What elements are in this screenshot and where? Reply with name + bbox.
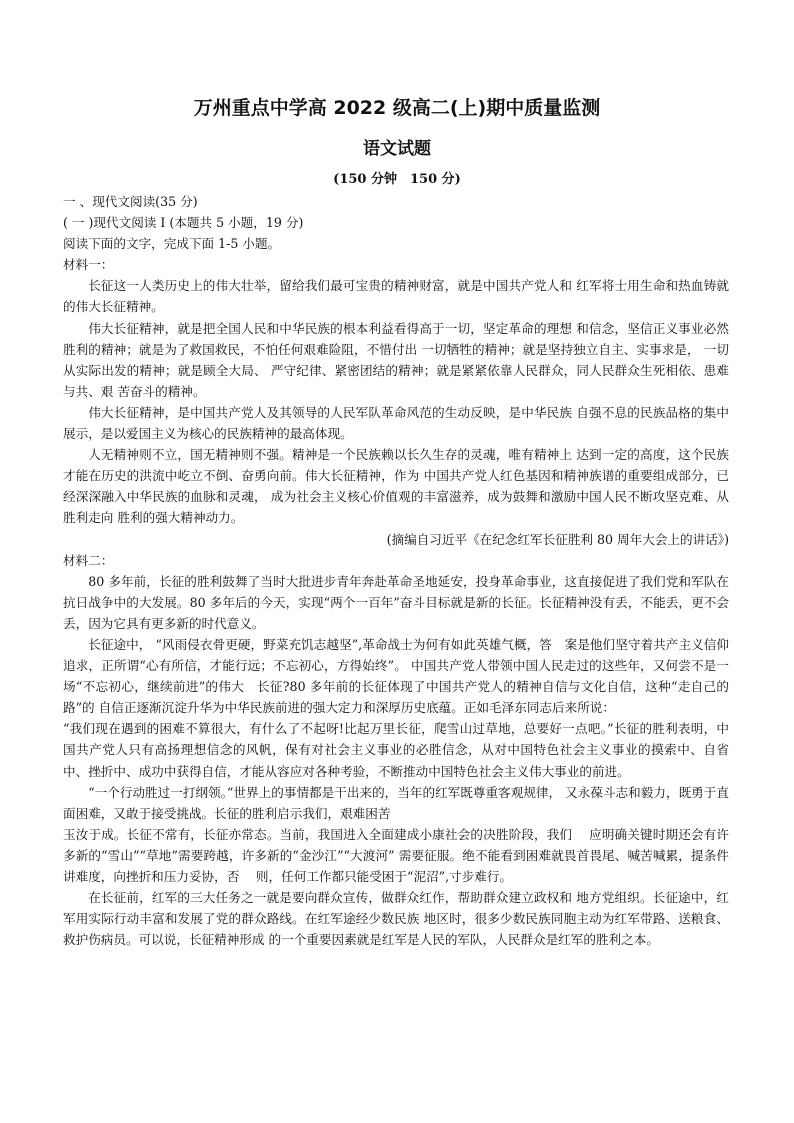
material-one-label: 材料一： <box>63 257 114 273</box>
material-two-paragraph: 长征途中， “风雨侵衣骨更硬，野菜充饥志越坚”,革命战士为何有如此英雄气概，答 案是他们坚守着共产主义信仰追求，正所谓“心有所信，才能行远；不忘初心，方得始终”。 中国共产党人带领中国人民走过的这些年，又何尝不是一场“不忘初心，继续前进”的伟大 长征?80 多年前的长征体现了中国共产党人的精神自信与文化自信，这种“走自己的路”的 自信正逐渐沉淀升华为中华民族前进的强大定力和深厚历史底蕴。正如毛泽东同志后来所说： <box>63 636 729 716</box>
material-two-paragraph: “一个行动胜过一打纲领。”世界上的事情都是干出来的，当年的红军既尊重客观规律， 又永葆斗志和毅力，既勇于直面困难，又敢于接受挑战。长征的胜利启示我们，艰难困苦 <box>63 784 729 821</box>
subject-title: 语文试题 <box>363 139 431 159</box>
material-one-paragraph: 伟大长征精神，是中国共产党人及其领导的人民军队革命风范的生动反映，是中华民族 自强不息的民族品格的集中展示，是以爱国主义为核心的民族精神的最高体现。 <box>63 404 729 442</box>
material-two-quote-paragraph: “我们现在遇到的困难不算很大，有什么了不起呀!比起万里长征，爬雪山过草地，总要好一点吧。”长征的胜利表明，中国共产党人只有高扬理想信念的风帆，保有对社会主义事业的必胜信念，从对中国特色社会主义事业的摸索中、自省中、挫折中、成功中获得自信，才能从容应对各种考验，不断推动中国特色社会主义伟大事业的前进。 <box>63 721 729 779</box>
material-one-paragraph: 长征这一人类历史上的伟大壮举，留给我们最可宝贵的精神财富，就是中国共产党人和 红军将士用生命和热血铸就的伟大长征精神。 <box>63 278 729 315</box>
material-two-label: 材料二： <box>63 552 114 568</box>
material-two-paragraph: 80 多年前，长征的胜利鼓舞了当时大批进步青年奔赴革命圣地延安，投身革命事业，这直接促进了我们党和军队在抗日战争中的大发展。80 多年后的今天，实现“两个一百年”奋斗目标就是新的长征。长征精神没有丢，不能丢，更不会丢，因为它具有更多新的时代意义。 <box>63 573 729 631</box>
material-two-paragraph: 在长征前，红军的三大任务之一就是要向群众宣传，做群众红作，帮助群众建立政权和 地方党组织。长征途中，红军用实际行动丰富和发展了党的群众路线。在红军途经少数民族 地区时，很多少数民族同胞主动为红军带路、送粮食、救护伤病员。可以说，长征精神形成 的一个重要因素就是红军是人民的军队，人民群众是红军的胜利之本。 <box>63 890 729 948</box>
material-one-source: (摘编自习近平《在纪念红军长征胜利 80 周年大会上的讲话》) <box>386 531 729 547</box>
exam-title: 万州重点中学高 2022 级高二(上)期中质量监测 <box>193 97 601 119</box>
exam-body <box>63 191 729 950</box>
time-score-info: (150 分钟 150 分) <box>333 172 461 187</box>
material-one-paragraph: 人无精神则不立，国无精神则不强。精神是一个民族赖以长久生存的灵魂，唯有精神上 达到一定的高度，这个民族才能在历史的洪流中屹立不倒、奋勇向前。伟大长征精神，作为 中国共产党人红色基因和精神族谱的重要组成部分，已经深深融入中华民族的血脉和灵魂， 成为社会主义核心价值观的丰富滋养，成为鼓舞和激励中国人民不断攻坚克难、从胜利走向 胜利的强大精神动力。 <box>63 447 729 526</box>
material-two-paragraph-continued: 玉汝于成。长征不常有，长征亦常态。当前，我国进入全面建成小康社会的决胜阶段，我们 应明确关键时期还会有许多新的“雪山”“草地”需要跨越，许多新的“金沙江”“大渡河” 需要征服。绝不能看到困难就畏首畏尾、喊苦喊累，提条件讲难度，向挫折和压力妥协，否 则，任何工作都只能受困于“泥沼”,寸步难行。 <box>63 826 729 884</box>
material-one-paragraph: 伟大长征精神，就是把全国人民和中华民族的根本利益看得高于一切，坚定革命的理想 和信念，坚信正义事业必然胜利的精神；就是为了救国救民，不怕任何艰难险阻，不惜付出 一切牺牲的精神；就是坚持独立自主、实事求是， 一切从实际出发的精神；就是顾全大局、 严守纪律、紧密团结的精神；就是紧紧依靠人民群众，同人民群众生死相依、患难与共、艰 苦奋斗的精神。 <box>63 320 729 399</box>
subsection-heading: ( 一 )现代文阅读 Ⅰ (本题共 5 小题，19 分) <box>63 215 304 231</box>
reading-instruction: 阅读下面的文字，完成下面 1-5 小题。 <box>63 236 281 252</box>
section-heading: 一 、现代文阅读(35 分) <box>63 194 198 209</box>
